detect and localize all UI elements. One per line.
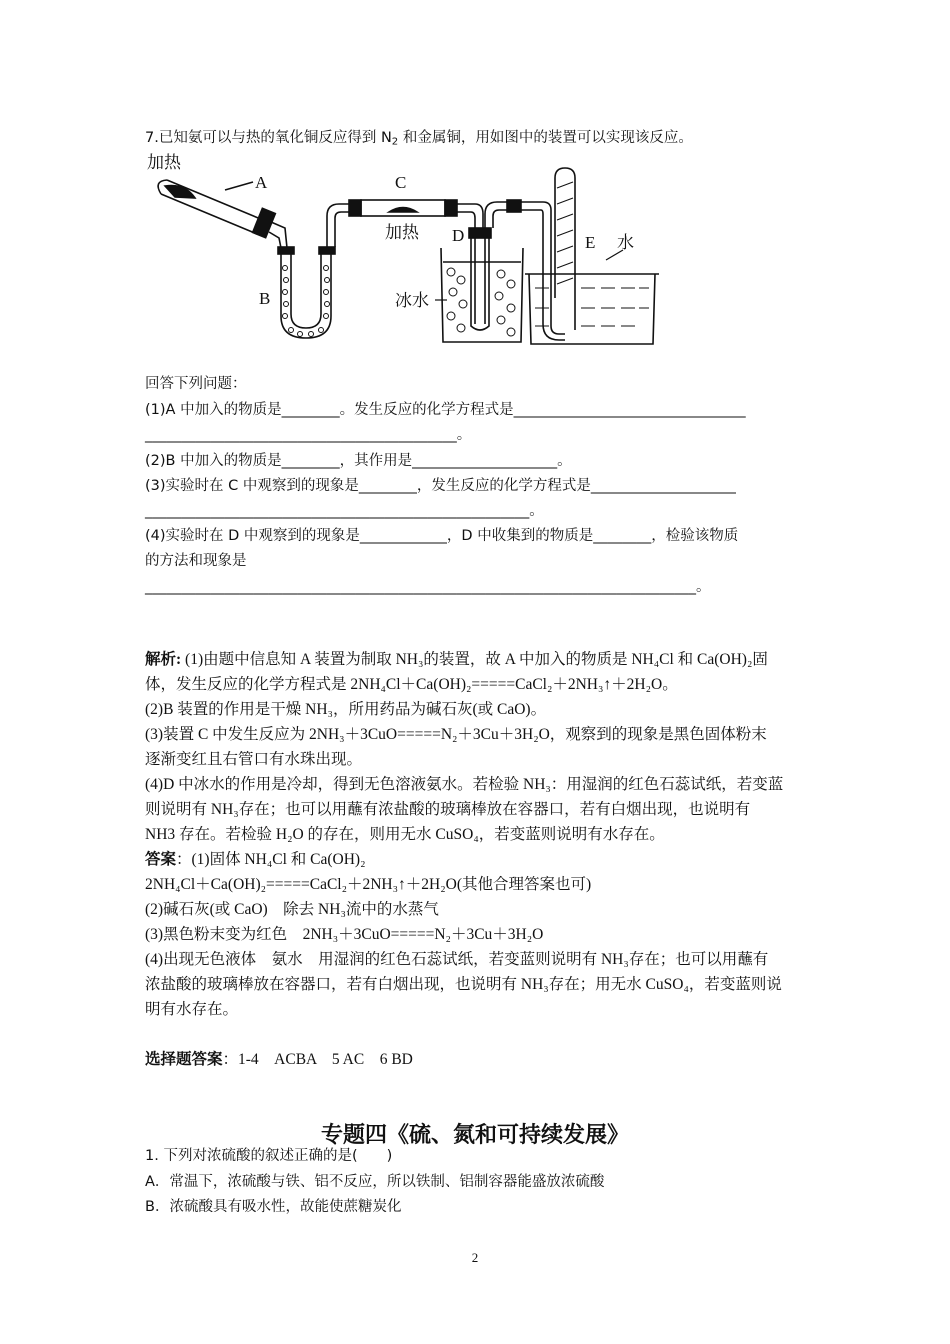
trough-e <box>525 168 659 344</box>
question-3-line-1: (3)实验时在 C 中观察到的现象是________，发生反应的化学方程式是____________________ <box>145 478 736 494</box>
analysis-line-5: 逐渐变红且右管口有水珠出现。 <box>145 751 363 768</box>
question-3-line-2: _____________________________________________________。 <box>145 503 544 519</box>
label-d: D <box>452 226 465 245</box>
ice-water-label: 冰水 <box>395 291 429 311</box>
analysis-label: 解析: <box>145 651 182 668</box>
analysis-text: (1)由题中信息知 A 装置为制取 NH₃的装置，故 A 中加入的物质是 NH₄Cl 和 Ca(OH)₂固 <box>181 651 768 668</box>
stem-text-2: 和金属铜，用如图中的装置可以实现该反应。 <box>398 130 693 146</box>
answer-line-5: (4)出现无色液体 氨水 用湿润的红色石蕊试纸，若变蓝则说明有 NH₃存在；也可以用蘸有 <box>145 951 769 968</box>
answer-line-3: (2)碱石灰(或 CaO) 除去 NH₃流中的水蒸气 <box>145 901 439 918</box>
u-tube-b <box>278 247 335 338</box>
water-label: 水 <box>617 233 634 253</box>
section-title: 专题四《硫、氮和可持续发展》 <box>320 1122 629 1148</box>
option-a: A．常温下，浓硫酸与铁、铝不反应，所以铁制、铝制容器能盛放浓硫酸 <box>145 1174 605 1190</box>
answer-text: ：(1)固体 NH₄Cl 和 Ca(OH)₂ <box>176 851 366 868</box>
question-1-line-2: ___________________________________________。 <box>145 427 472 443</box>
analysis-line-8: NH3 存在。若检验 H₂O 的存在，则用无水 CuSO₄，若变蓝则说明有水存在。 <box>145 826 665 843</box>
heat-label-c: 加热 <box>385 223 419 243</box>
label-b: B <box>259 289 271 308</box>
apparatus-diagram <box>145 148 665 348</box>
tube-c <box>349 200 457 216</box>
analysis-line-2: 体，发生反应的化学方程式是 2NH₄Cl＋Ca(OH)₂=====CaCl₂＋2NH₃↑＋2H₂O。 <box>145 676 678 693</box>
tube-a <box>158 180 287 248</box>
stem-text: 7.已知氨可以与热的氧化铜反应得到 N <box>145 130 392 146</box>
beaker-d <box>441 228 523 342</box>
answer-line-1 <box>145 847 810 872</box>
question-4-line-1: (4)实验时在 D 中观察到的现象是____________，D 中收集到的物质是________，检验该物质 <box>145 528 739 544</box>
question-4-line-2: 的方法和现象是 <box>145 553 247 569</box>
heat-label-a: 加热 <box>147 153 181 173</box>
option-b: B．浓硫酸具有吸水性，故能使蔗糖炭化 <box>145 1199 402 1215</box>
question-1-line-1: (1)A 中加入的物质是________。发生反应的化学方程式是________________________________ <box>145 402 746 418</box>
answer-line-4: (3)黑色粉末变为红色 2NH₃＋3CuO=====N₂＋3Cu＋3H₂O <box>145 926 544 943</box>
analysis-line-1 <box>145 647 810 672</box>
label-a: A <box>255 173 268 192</box>
label-e: E <box>585 233 596 252</box>
mc-answers-value: ：1-4 ACBA 5 AC 6 BD <box>222 1051 413 1068</box>
answer-line-6: 浓盐酸的玻璃棒放在容器口，若有白烟出现，也说明有 NH₃存在；用无水 CuSO₄，若变蓝则说 <box>145 976 782 993</box>
answer-line-2: 2NH₄Cl＋Ca(OH)₂=====CaCl₂＋2NH₃↑＋2H₂O(其他合理答案也可) <box>145 876 592 893</box>
label-c: C <box>395 173 407 192</box>
questions-intro: 回答下列问题： <box>145 376 247 392</box>
analysis-line-6: (4)D 中冰水的作用是冷却，得到无色溶液氨水。若检验 NH₃：用湿润的红色石蕊试纸，若变蓝 <box>145 776 784 793</box>
analysis-line-3: (2)B 装置的作用是干燥 NH₃，所用药品为碱石灰(或 CaO)。 <box>145 701 547 718</box>
mc-answers <box>145 1047 810 1072</box>
question-4-line-3: ____________________________________________________________________________。 <box>145 579 711 595</box>
mc-answers-label: 选择题答案 <box>145 1051 223 1068</box>
page-number: 2 <box>471 1250 479 1265</box>
section-question-1: 1. 下列对浓硫酸的叙述正确的是( ) <box>145 1148 393 1164</box>
analysis-line-4: (3)装置 C 中发生反应为 2NH₃＋3CuO=====N₂＋3Cu＋3H₂O，观察到的现象是黑色固体粉末 <box>145 726 767 743</box>
question-2: (2)B 中加入的物质是________，其作用是____________________。 <box>145 453 572 469</box>
answer-line-7: 明有水存在。 <box>145 1001 239 1018</box>
stem-subscript: 2 <box>391 136 399 148</box>
analysis-line-7: 则说明有 NH₃存在；也可以用蘸有浓盐酸的玻璃棒放在容器口，若有白烟出现，也说明有 <box>145 801 751 818</box>
answer-label: 答案 <box>145 851 177 868</box>
